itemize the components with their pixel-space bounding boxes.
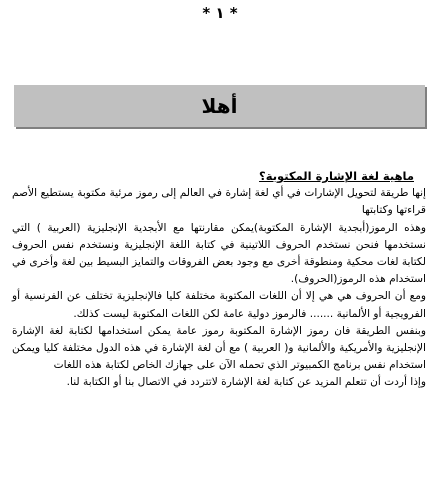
title-banner: [14, 85, 425, 127]
document-body: [12, 168, 426, 392]
paragraph-4: وبنفس الطريقة فان رموز الإشارة المكتوبة رموز عامة يمكن استخدامها لكتابة لغة الإشارة الإنجليزية والأمريكية والألمانية و( العربية ) مع أن لغة الإشارة في هذه الدول مختلفة كليا ويمكن استخدام نفس برنامج الكمبيوتر الذي تحمله الآن على جهازك الخاص لكتابة هذه اللغات: [12, 324, 426, 372]
paragraph-5: وإذا أردت أن تتعلم المزيد عن كتابة لغة الإشارة لاتتردد في الاتصال بنا أو الكتابة لنا.: [66, 376, 426, 389]
paragraph-3: ومع أن الحروف هي هي إلا أن اللغات المكتوبة مختلفة كليا فالإنجليزية تختلف عن الفرنسية أو الفرويجية أو الألمانية ....... فالرموز دولية عامة لكن اللغات المكتوبة ليست كذلك.: [12, 290, 426, 320]
page-title: أهلا: [201, 94, 238, 118]
section-heading: ماهية لغة الإشارة المكتوبة؟: [259, 169, 414, 183]
paragraph-2: وهذه الرموز(أبجدية الإشارة المكتوبة)يمكن مقارنتها مع الأبجدية الإنجليزية (العربية ) التي نستخدمها فنحن نستخدم الحروف اللاتينية في كتابة اللغة الإنجليزية ونستخدم نفس الحروف لكتابة لغات محكية ومنطوقة أخرى مع وجود بعض الفروقات والتمايز البسيط بين لغة وأخرى في استخدام هذه الرموز(الحروف).: [12, 221, 426, 286]
page-number: * ١ *: [202, 4, 238, 22]
paragraph-1: إنها طريقة لتحويل الإشارات في أي لغة إشارة في العالم إلى رموز مرئية مكتوبة يستطيع الأصم قراءتها وكتابتها: [12, 187, 426, 217]
